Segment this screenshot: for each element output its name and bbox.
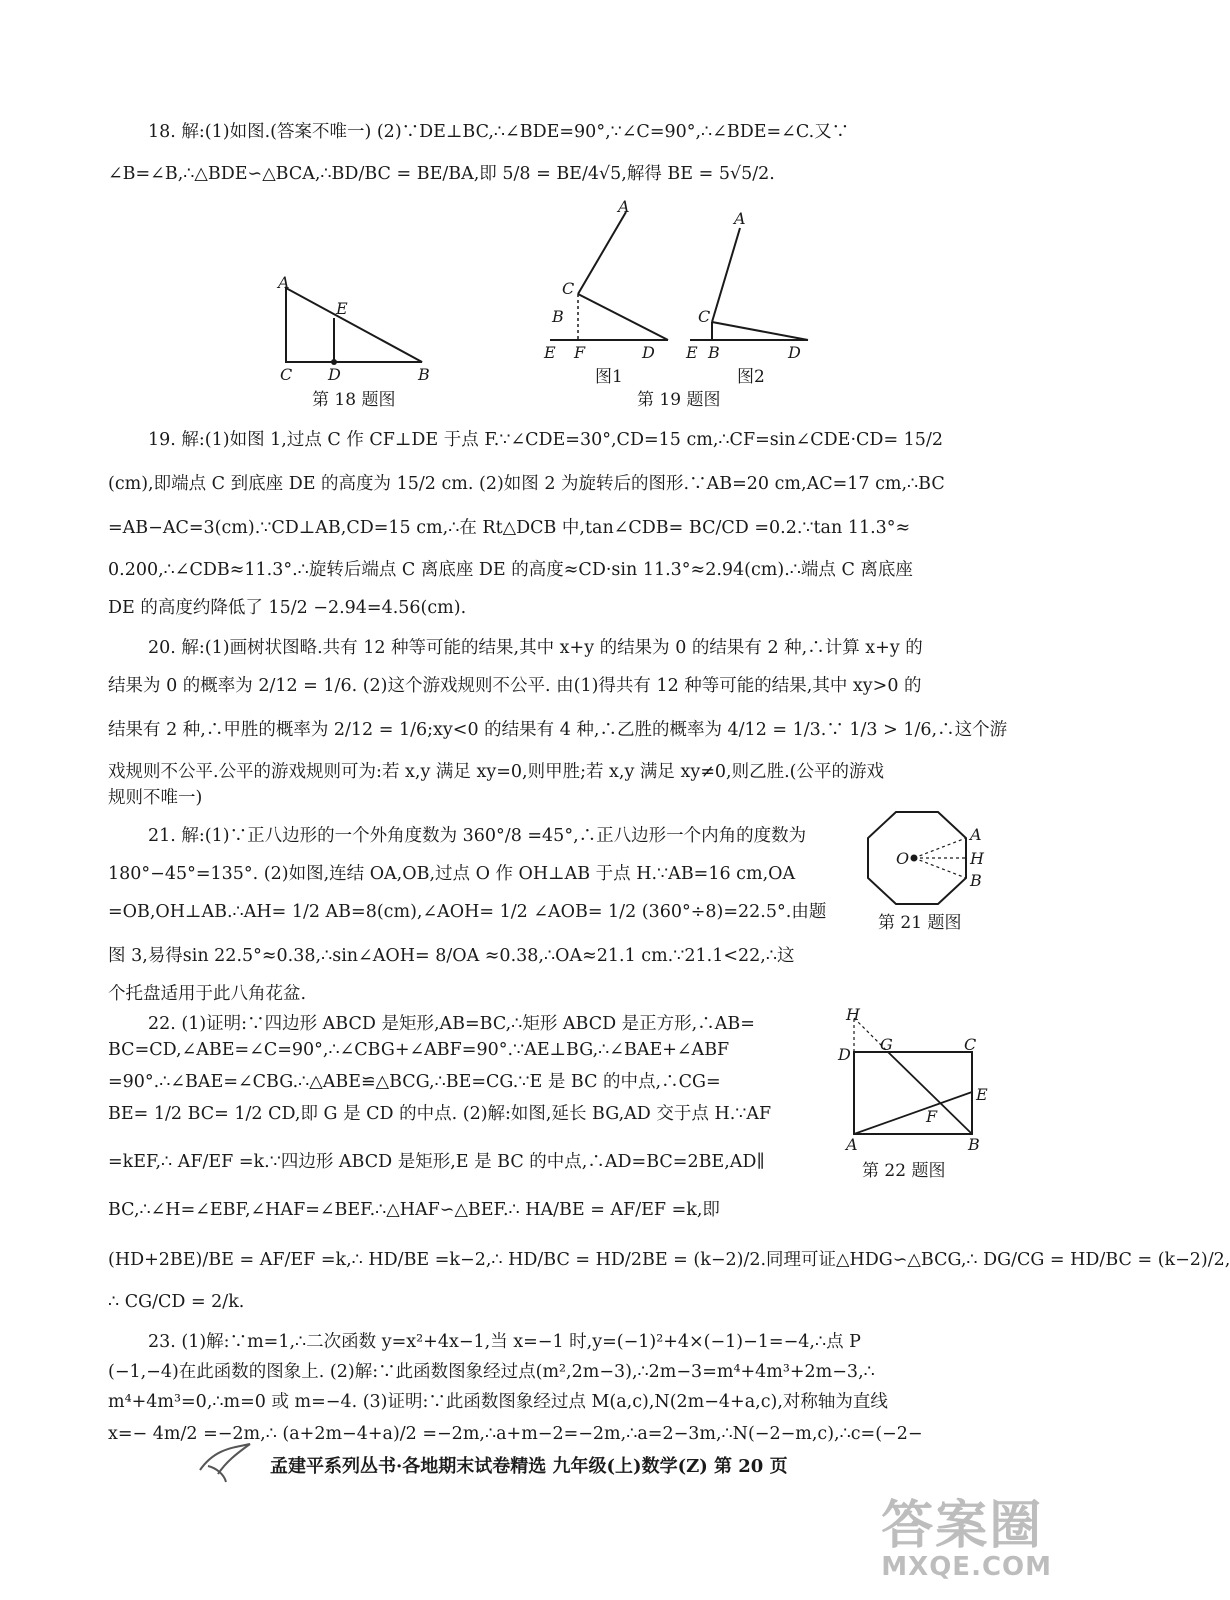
q22-line4: BE= 1/2 BC= 1/2 CD,即 G 是 CD 的中点. (2)解:如图,延长 BG,AD 交于点 H.∵AF (108, 1104, 772, 1124)
figure-22-caption: 第 22 题图 (862, 1161, 946, 1181)
q20-line5: 规则不唯一) (108, 788, 203, 808)
svg-text:E: E (544, 343, 556, 362)
watermark (881, 1483, 1052, 1582)
figure-21-caption: 第 21 题图 (878, 913, 962, 933)
q19-line3: =AB−AC=3(cm).∵CD⊥AB,CD=15 cm,∴在 Rt△DCB 中,tan∠CDB= BC/CD =0.2.∵tan 11.3°≈ (108, 518, 911, 538)
watermark-url: MXQE.COM (881, 1552, 1052, 1582)
svg-text:A: A (970, 825, 982, 844)
q23-line3: m⁴+4m³=0,∴m=0 或 m=−4. (3)证明:∵此函数图象经过点 M(a,c),N(2m−4+a,c),对称轴为直线 (108, 1392, 888, 1412)
q19-line2: (cm),即端点 C 到底座 DE 的高度为 15/2 cm. (2)如图 2 为旋转后的图形.∵AB=20 cm,AC=17 cm,∴BC (108, 474, 945, 494)
q21-line4: 图 3,易得sin 22.5°≈0.38,∴sin∠AOH= 8/OA ≈0.38,∴OA≈21.1 cm.∵21.1<22,∴这 (108, 946, 795, 966)
q22-line7: (HD+2BE)/BE = AF/EF =k,∴ HD/BE =k−2,∴ HD/BC = HD/2BE = (k−2)/2.同理可证△HDG∽△BCG,∴ DG/CG = HD/BC = (k−2)/2, (108, 1250, 1230, 1270)
q18-line1: 18. 解:(1)如图.(答案不唯一) (2)∵DE⊥BC,∴∠BDE=90°,∵∠C=90°,∴∠BDE=∠C.又∵ (148, 122, 850, 142)
q23-line2: (−1,−4)在此函数的图象上. (2)解:∵此函数图象经过点(m²,2m−3),∴2m−3=m⁴+4m³+2m−3,∴ (108, 1362, 875, 1382)
q19-line4: 0.200,∴∠CDB≈11.3°.∴旋转后端点 C 离底座 DE 的高度≈CD·sin 11.3°≈2.94(cm).∴端点 C 离底座 (108, 560, 913, 580)
svg-text:H: H (970, 849, 984, 868)
q21-line2: 180°−45°=135°. (2)如图,连结 OA,OB,过点 O 作 OH⊥AB 于点 H.∵AB=16 cm,OA (108, 864, 796, 884)
svg-text:B: B (708, 343, 720, 362)
figure-18-caption: 第 18 题图 (312, 390, 396, 410)
q20-line3: 结果有 2 种,∴甲胜的概率为 2/12 = 1/6;xy<0 的结果有 4 种,∴乙胜的概率为 4/12 = 1/3.∵ 1/3 > 1/6,∴这个游 (108, 720, 1008, 740)
svg-text:B: B (970, 871, 982, 890)
q22-line8: ∴ CG/CD = 2/k. (108, 1292, 245, 1312)
svg-text:D: D (838, 1045, 851, 1064)
q20-line2: 结果为 0 的概率为 2/12 = 1/6. (2)这个游戏规则不公平. 由(1)得共有 12 种等可能的结果,其中 xy>0 的 (108, 676, 922, 696)
q23-line1: 23. (1)解:∵m=1,∴二次函数 y=x²+4x−1,当 x=−1 时,y=(−1)²+4×(−1)−1=−4,∴点 P (148, 1332, 861, 1352)
figure-18 (272, 273, 442, 391)
svg-text:F: F (926, 1107, 938, 1126)
page-footer: 孟建平系列丛书·各地期末试卷精选 九年级(上)数学(Z) 第 20 页 (270, 1456, 788, 1477)
bird-logo-icon (196, 1440, 256, 1484)
svg-text:A: A (734, 209, 746, 228)
svg-text:B: B (968, 1135, 980, 1154)
svg-text:F: F (574, 343, 586, 362)
svg-text:A: A (278, 273, 290, 292)
q22-line1: 22. (1)证明:∵四边形 ABCD 是矩形,AB=BC,∴矩形 ABCD 是正方形,∴AB= (148, 1014, 755, 1034)
q22-line3: =90°.∴∠BAE=∠CBG.∴△ABE≌△BCG,∴BE=CG.∵E 是 BC 的中点,∴CG= (108, 1072, 721, 1092)
q22-line2: BC=CD,∠ABE=∠C=90°,∴∠CBG+∠ABF=90°.∵AE⊥BG,∴∠BAE+∠ABF (108, 1040, 730, 1060)
svg-text:B: B (552, 307, 564, 326)
q22-line5: =kEF,∴ AF/EF =k.∵四边形 ABCD 是矩形,E 是 BC 的中点,∴AD=BC=2BE,AD∥ (108, 1152, 765, 1172)
q20-line4: 戏规则不公平.公平的游戏规则可为:若 x,y 满足 xy=0,则甲胜;若 x,y 满足 xy≠0,则乙胜.(公平的游戏 (108, 762, 884, 782)
svg-text:H: H (846, 1005, 860, 1024)
svg-text:O: O (896, 849, 910, 868)
figure-19-sub1: 图1 (595, 367, 623, 387)
figure-22 (836, 1006, 992, 1154)
svg-text:D: D (788, 343, 801, 362)
figure-21 (862, 810, 992, 910)
figure-19-caption: 第 19 题图 (637, 390, 721, 410)
svg-text:C: C (562, 279, 575, 298)
q18-line2: ∠B=∠B,∴△BDE∽△BCA,∴BD/BC = BE/BA,即 5/8 = BE/4√5,解得 BE = 5√5/2. (108, 164, 775, 184)
svg-text:D: D (642, 343, 655, 362)
watermark-logo: 答案圈 (881, 1496, 1044, 1556)
svg-text:A: A (846, 1135, 858, 1154)
svg-text:G: G (880, 1035, 893, 1054)
svg-text:B: B (418, 365, 430, 384)
svg-text:C: C (698, 307, 711, 326)
figure-19-sub2: 图2 (737, 367, 765, 387)
q22-line6: BC,∴∠H=∠EBF,∠HAF=∠BEF.∴△HAF∽△BEF.∴ HA/BE = AF/EF =k,即 (108, 1200, 720, 1220)
svg-text:E: E (976, 1085, 988, 1104)
svg-text:A: A (618, 197, 630, 216)
svg-text:C: C (964, 1035, 977, 1054)
q19-line1: 19. 解:(1)如图 1,过点 C 作 CF⊥DE 于点 F.∵∠CDE=30°,CD=15 cm,∴CF=sin∠CDE·CD= 15/2 (148, 430, 943, 450)
figure-19 (538, 198, 828, 368)
svg-text:C: C (280, 365, 293, 384)
q21-line5: 个托盘适用于此八角花盆. (108, 984, 307, 1004)
svg-text:D: D (328, 365, 341, 384)
q21-line1: 21. 解:(1)∵正八边形的一个外角度数为 360°/8 =45°,∴正八边形一个内角的度数为 (148, 826, 807, 846)
q19-line5: DE 的高度约降低了 15/2 −2.94=4.56(cm). (108, 598, 467, 618)
q23-line4: x=− 4m/2 =−2m,∴ (a+2m−4+a)/2 =−2m,∴a+m−2=−2m,∴a=2−3m,∴N(−2−m,c),∴c=(−2− (108, 1424, 923, 1444)
svg-text:E: E (336, 299, 348, 318)
q20-line1: 20. 解:(1)画树状图略.共有 12 种等可能的结果,其中 x+y 的结果为 0 的结果有 2 种,∴计算 x+y 的 (148, 638, 923, 658)
q21-line3: =OB,OH⊥AB.∴AH= 1/2 AB=8(cm),∠AOH= 1/2 ∠AOB= 1/2 (360°÷8)=22.5°.由题 (108, 902, 827, 922)
svg-text:E: E (686, 343, 698, 362)
